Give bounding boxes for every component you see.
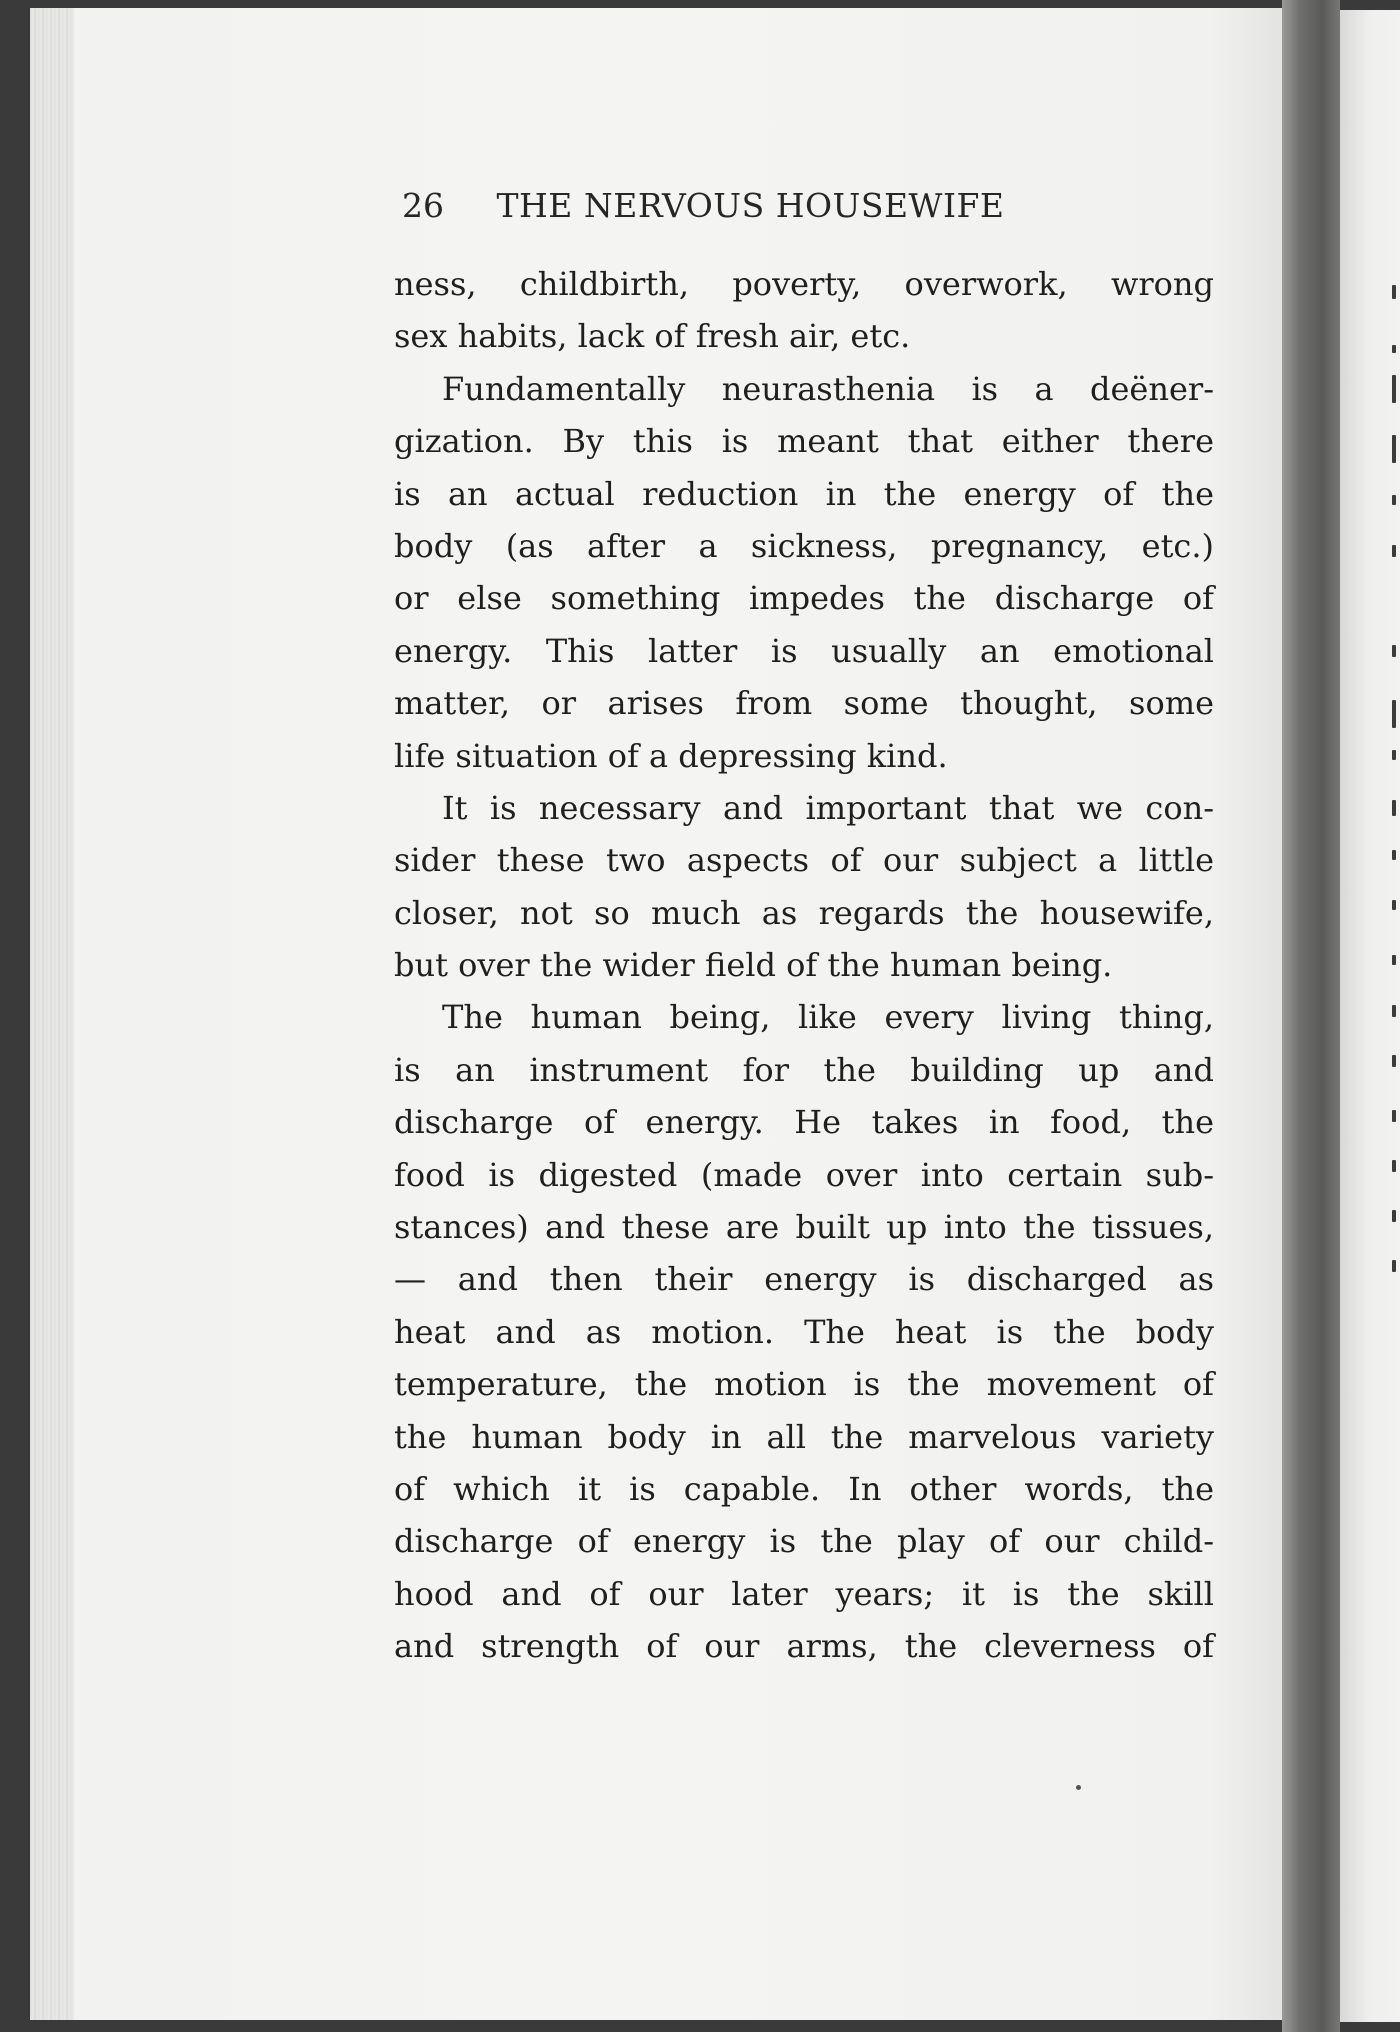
facing-page-glyph-fragment [1392, 545, 1396, 557]
running-head [402, 186, 1092, 236]
facing-page-glyph-fragment [1392, 1005, 1396, 1017]
text-line: sex habits, lack of fresh air, etc. [394, 317, 911, 356]
facing-page-glyph-fragment [1392, 955, 1396, 965]
text-line: is an actual reduction in the energy of the [394, 474, 1214, 513]
body-text [394, 258, 1214, 1673]
facing-page-glyph-fragment [1392, 900, 1396, 910]
text-line: body (as after a sickness, pregnancy, etc.) [394, 526, 1214, 565]
text-line: closer, not so much as regards the housewife, [394, 893, 1214, 932]
text-line: sider these two aspects of our subject a little [394, 841, 1214, 880]
facing-page-glyph-fragment [1392, 345, 1396, 353]
facing-page-glyph-fragment [1392, 700, 1396, 728]
facing-page-glyph-fragment [1392, 1160, 1396, 1172]
facing-page-glyph-fragment [1392, 495, 1396, 505]
text-line: Fundamentally neurasthenia is a deëner- [442, 369, 1214, 408]
text-line: matter, or arises from some thought, some [394, 684, 1214, 723]
facing-page-glyph-fragment [1392, 1055, 1396, 1067]
text-line: gization. By this is meant that either there [394, 422, 1214, 461]
facing-page-glyph-fragment [1392, 750, 1396, 760]
facing-page [1340, 10, 1400, 2022]
paper-speck [1076, 1785, 1081, 1790]
facing-page-glyph-fragment [1392, 1260, 1396, 1272]
text-line: The human being, like every living thing, [442, 998, 1214, 1037]
facing-page-glyph-fragment [1392, 850, 1396, 860]
text-line: It is necessary and important that we con- [442, 788, 1214, 827]
text-line: hood and of our later years; it is the skill [394, 1574, 1214, 1613]
text-line: but over the wider field of the human being. [394, 946, 1113, 985]
text-line: heat and as motion. The heat is the body [394, 1312, 1214, 1351]
page-edges [30, 8, 74, 2020]
text-line: — and then their energy is discharged as [394, 1260, 1214, 1299]
book-title: THE NERVOUS HOUSEWIFE [496, 186, 1005, 225]
text-line: of which it is capable. In other words, the [394, 1469, 1214, 1508]
text-line: and strength of our arms, the cleverness of [394, 1627, 1214, 1666]
text-line: food is digested (made over into certain sub- [394, 1155, 1214, 1194]
facing-page-glyph-fragment [1392, 375, 1396, 403]
facing-page-glyph-fragment [1392, 800, 1396, 816]
facing-page-glyph-fragment [1392, 1210, 1396, 1222]
text-line: the human body in all the marvelous variety [394, 1417, 1214, 1456]
facing-page-glyph-fragment [1392, 645, 1396, 657]
text-line: ness, childbirth, poverty, overwork, wrong [394, 265, 1214, 303]
text-line: or else something impedes the discharge of [394, 579, 1214, 618]
facing-page-glyph-fragment [1392, 1110, 1396, 1122]
text-line: temperature, the motion is the movement of [394, 1365, 1214, 1404]
text-line: life situation of a depressing kind. [394, 736, 948, 775]
page-number: 26 [402, 186, 444, 225]
text-line: energy. This latter is usually an emotional [394, 631, 1214, 670]
facing-page-glyph-fragment [1392, 285, 1396, 299]
text-line: is an instrument for the building up and [394, 1050, 1214, 1089]
text-line: stances) and these are built up into the tissues, [394, 1208, 1214, 1247]
book-binding [1282, 0, 1340, 2032]
text-line: discharge of energy is the play of our child- [394, 1522, 1214, 1561]
facing-page-glyph-fragment [1392, 435, 1396, 463]
text-line: discharge of energy. He takes in food, the [394, 1103, 1214, 1142]
